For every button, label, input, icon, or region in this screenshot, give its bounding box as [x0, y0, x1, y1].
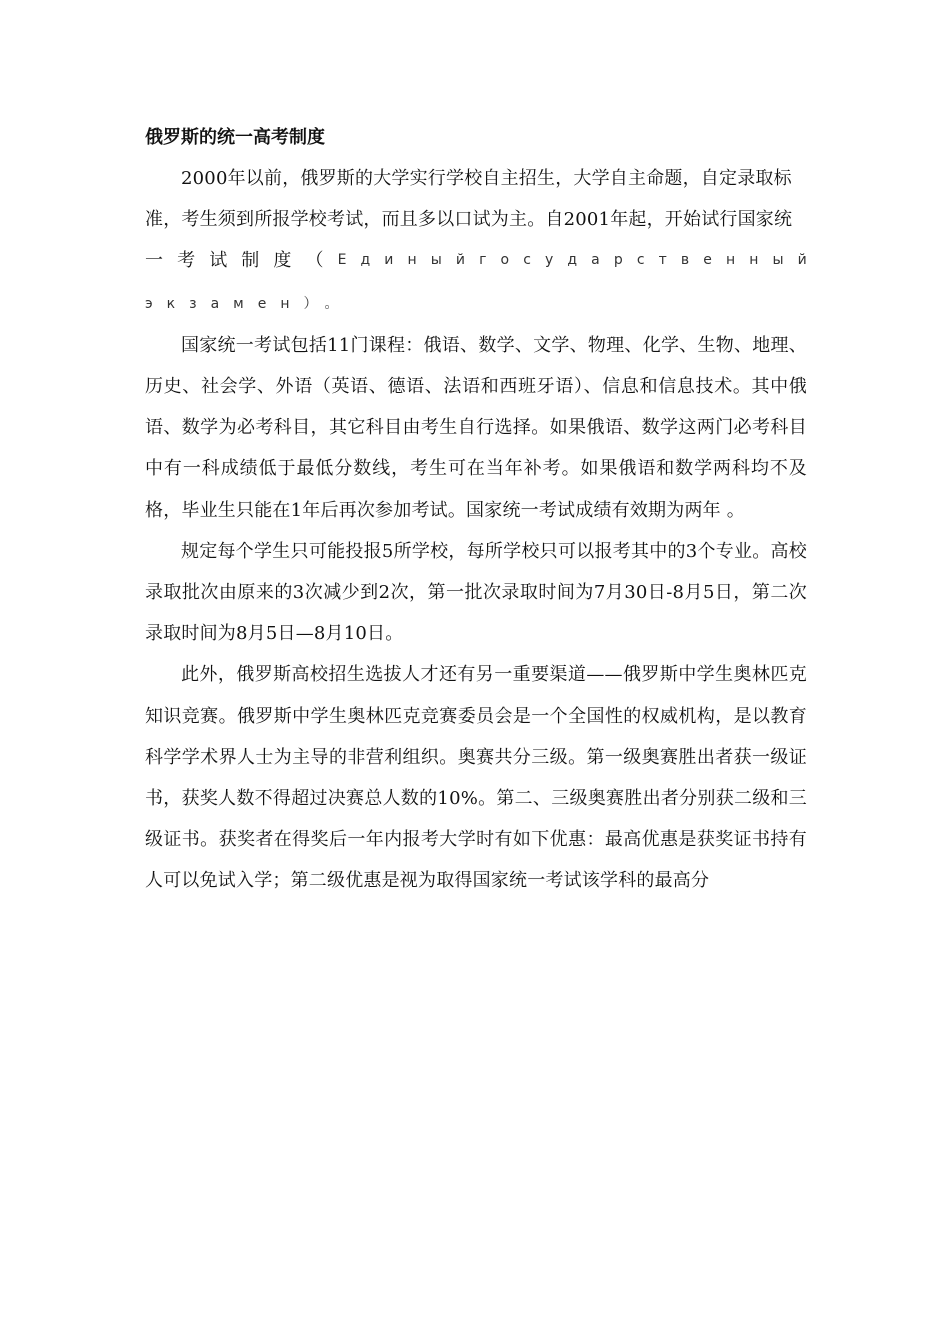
spaced-char: р [613, 252, 623, 269]
spaced-char: д [567, 252, 578, 269]
spaced-char: с [636, 252, 645, 269]
spaced-char: г [479, 252, 487, 269]
paragraph-1-spaced-line [145, 240, 807, 281]
spaced-char: 一 [145, 250, 164, 272]
spaced-char: （ [305, 250, 324, 272]
spaced-char: й [455, 252, 466, 269]
spaced-char: н [407, 252, 417, 269]
document-page [145, 118, 807, 902]
spaced-char: в [680, 252, 690, 269]
russian-term-tail: экзамен）。 [145, 295, 353, 312]
spaced-char: с [523, 252, 532, 269]
spaced-char: е [703, 252, 713, 269]
spaced-char: Е [337, 252, 347, 269]
paragraph-1-russian-tail [145, 282, 807, 325]
paragraph-3: 规定每个学生只可能投报5所学校，每所学校只可以报考其中的3个专业。高校录取批次由原来的3次减少到2次，第一批次录取时间为7月30日-8月5日，第二次录取时间为8月5日—8月10日。 [145, 540, 807, 645]
spaced-char: и [384, 252, 394, 269]
spaced-char: 度 [273, 250, 292, 272]
spaced-char: 试 [209, 250, 228, 272]
document-title: 俄罗斯的统一高考制度 [145, 127, 325, 148]
spaced-char: у [545, 252, 554, 269]
spaced-char: а [591, 252, 600, 269]
spaced-char: ы [772, 252, 784, 269]
spaced-char: н [725, 252, 736, 269]
paragraph-4: 此外，俄罗斯高校招生选拔人才还有另一重要渠道——俄罗斯中学生奥林匹克知识竞赛。俄罗斯中学生奥林匹克竞赛委员会是一个全国性的权威机构，是以教育科学学术界人士为主导的非营利组织。奥赛共分三级。第一级奥赛胜出者获一级证书，获奖人数不得超过决赛总人数的10%。第二、三级奥赛胜出者分别获二级和三级证书。获奖者在得奖后一年内报考大学时有如下优惠：最高优惠是获奖证书持有人可以免试入学；第二级优惠是视为取得国家统一考试该学科的最高分 [145, 664, 807, 892]
paragraph-2: 国家统一考试包括11门课程：俄语、数学、文学、物理、化学、生物、地理、历史、社会学、外语（英语、德语、法语和西班牙语）、信息和信息技术。其中俄语、数学为必考科目，其它科目由考生自行选择。如果俄语、数学这两门必考科目中有一科成绩低于最低分数线，考生可在当年补考。如果俄语和数学两科均不及格，毕业生只能在1年后再次参加考试。国家统一考试成绩有效期为两年 。 [145, 334, 807, 521]
spaced-char: н [749, 252, 759, 269]
spaced-char: 考 [177, 250, 196, 272]
paragraph-1-line-2: 准，考生须到所报学校考试，而且多以口试为主。自2001年起，开始试行国家统 [145, 209, 793, 231]
spaced-char: й [797, 252, 807, 269]
spaced-char: о [500, 252, 510, 269]
spaced-char: 制 [241, 250, 260, 272]
spaced-char: д [360, 252, 371, 269]
spaced-char: ы [430, 252, 442, 269]
paragraph-1-line-1: 2000年以前，俄罗斯的大学实行学校自主招生，大学自主命题，自定录取标 [181, 168, 792, 189]
spaced-char: т [658, 252, 667, 269]
